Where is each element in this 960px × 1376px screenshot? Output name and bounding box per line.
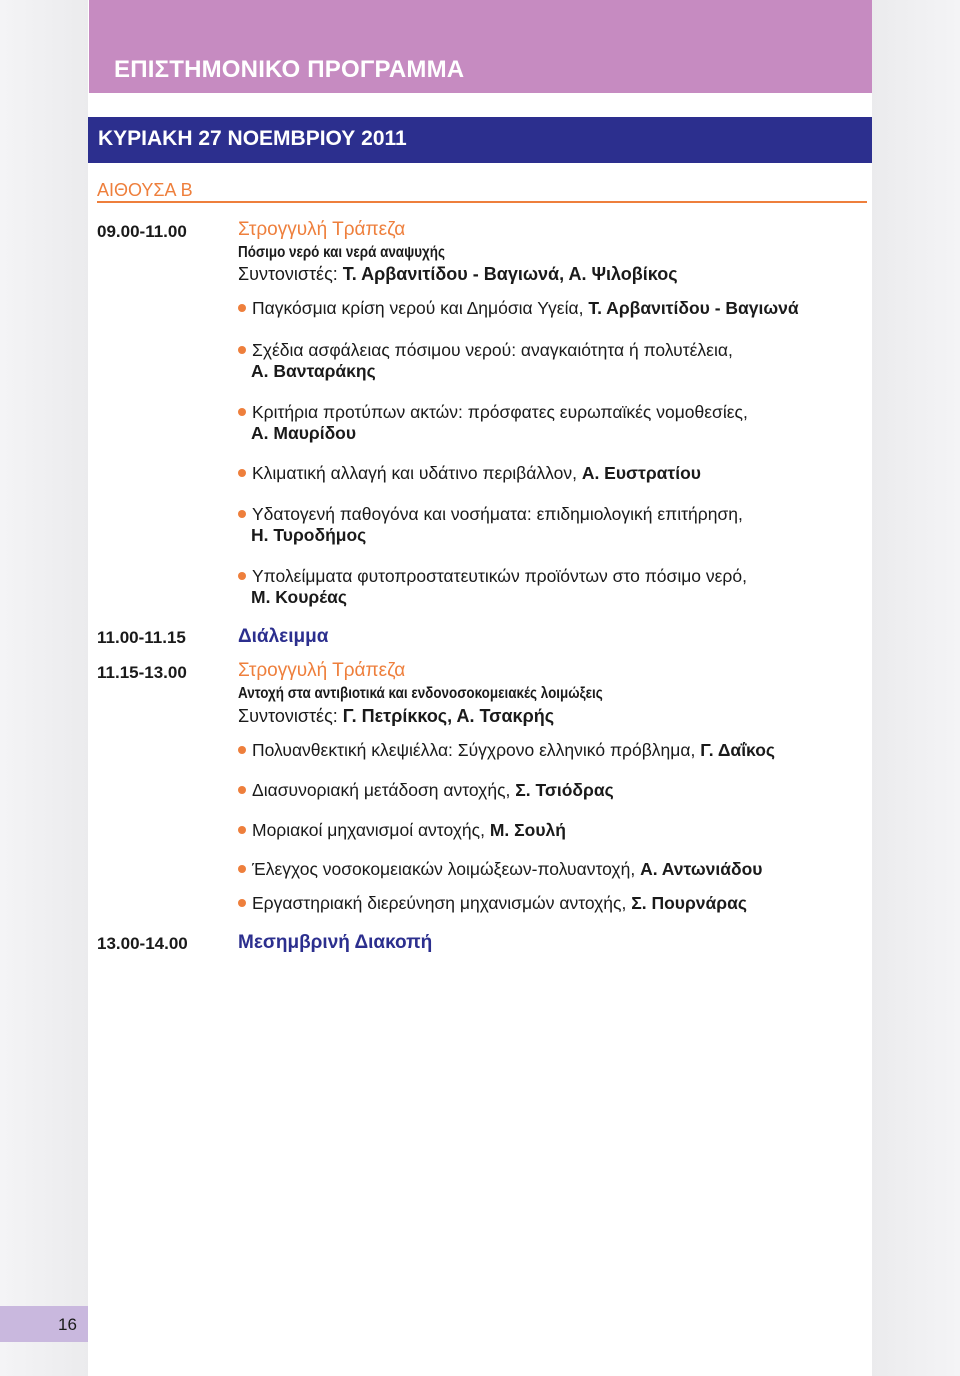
session-coordinators <box>238 264 678 285</box>
talk-title: Πολυανθεκτική κλεψιέλλα: Σύγχρονο ελληνικό πρόβλημα, <box>252 740 696 760</box>
left-margin-band <box>0 0 88 1376</box>
talk-speaker: Α. Αντωνιάδου <box>640 859 763 879</box>
session-subtitle: Αντοχή στα αντιβιοτικά και ενδονοσοκομειακές λοιμώξεις <box>238 685 603 702</box>
list-item <box>238 402 748 444</box>
talk-title: Μοριακοί μηχανισμοί αντοχής, <box>252 820 485 840</box>
bullet-icon <box>238 304 246 312</box>
bullet-icon <box>238 469 246 477</box>
bullet-icon <box>238 510 246 518</box>
bullet-icon <box>238 899 246 907</box>
session-time: 11.00-11.15 <box>97 628 186 647</box>
room-label: ΑΙΘΟΥΣΑ Β <box>97 180 193 200</box>
bullet-icon <box>238 408 246 416</box>
coordinators-names: Τ. Αρβανιτίδου - Βαγιωνά, Α. Ψιλοβίκος <box>342 264 678 284</box>
coordinators-label: Συντονιστές: <box>238 264 338 284</box>
list-item <box>238 780 614 801</box>
talk-title: Υδατογενή παθογόνα και νοσήματα: επιδημιολογική επιτήρηση, <box>252 504 743 524</box>
session-type: Διάλειμμα <box>238 626 329 647</box>
coordinators-label: Συντονιστές: <box>238 706 338 726</box>
session-subtitle: Πόσιμο νερό και νερά αναψυχής <box>238 244 445 261</box>
list-item <box>238 859 762 880</box>
session-type: Μεσημβρινή Διακοπή <box>238 932 433 953</box>
bullet-icon <box>238 865 246 873</box>
room-divider <box>97 201 867 203</box>
talk-speaker: Α. Βανταράκης <box>251 361 376 381</box>
list-item <box>238 893 747 914</box>
talk-title: Εργαστηριακή διερεύνηση μηχανισμών αντοχής, <box>252 893 627 913</box>
list-item <box>238 340 733 382</box>
talk-speaker: Α. Ευστρατίου <box>581 463 701 483</box>
bullet-icon <box>238 346 246 354</box>
session-time: 09.00-11.00 <box>97 222 187 241</box>
bullet-icon <box>238 746 246 754</box>
page-number-box <box>0 1306 88 1342</box>
talk-speaker: Σ. Πουρνάρας <box>631 893 747 913</box>
session-type: Στρογγυλή Τράπεζα <box>238 660 406 681</box>
right-margin-band <box>872 0 960 1376</box>
talk-title: Διασυνοριακή μετάδοση αντοχής, <box>252 780 511 800</box>
talk-speaker: Γ. Δαΐκος <box>700 740 776 760</box>
list-item <box>238 740 775 761</box>
talk-title: Κλιματική αλλαγή και υδάτινο περιβάλλον, <box>252 463 577 483</box>
session-type: Στρογγυλή Τράπεζα <box>238 219 406 240</box>
coordinators-names: Γ. Πετρίκκος, Α. Τσακρής <box>342 706 555 726</box>
talk-title: Σχέδια ασφάλειας πόσιμου νερού: αναγκαιότητα ή πολυτέλεια, <box>252 340 733 360</box>
talk-speaker: Μ. Κουρέας <box>251 587 347 607</box>
day-band <box>88 117 872 163</box>
list-item <box>238 820 566 841</box>
talk-speaker: Μ. Σουλή <box>489 820 566 840</box>
header-band <box>89 0 872 93</box>
list-item <box>238 566 747 608</box>
session-time: 13.00-14.00 <box>97 934 188 953</box>
list-item <box>238 463 701 484</box>
page-title: ΕΠΙΣΤΗΜΟΝΙΚΟ ΠΡΟΓΡΑΜΜΑ <box>114 56 465 83</box>
talk-speaker: Τ. Αρβανιτίδου - Βαγιωνά <box>588 298 799 318</box>
bullet-icon <box>238 786 246 794</box>
session-time: 11.15-13.00 <box>97 663 187 682</box>
talk-speaker: Α. Μαυρίδου <box>251 423 357 443</box>
day-title: ΚΥΡΙΑΚΗ 27 ΝΟΕΜΒΡΙΟΥ 2011 <box>98 127 407 150</box>
bullet-icon <box>238 826 246 834</box>
talk-title: Υπολείμματα φυτοπροστατευτικών προϊόντων στο πόσιμο νερό, <box>252 566 747 586</box>
page-number: 16 <box>58 1315 77 1334</box>
bullet-icon <box>238 572 246 580</box>
session-coordinators <box>238 706 554 727</box>
talk-speaker: Σ. Τσιόδρας <box>515 780 614 800</box>
talk-title: Έλεγχος νοσοκομειακών λοιμώξεων-πολυαντοχή, <box>252 859 636 879</box>
list-item <box>238 504 743 546</box>
talk-title: Παγκόσμια κρίση νερού και Δημόσια Υγεία, <box>252 298 584 318</box>
talk-speaker: Η. Τυροδήμος <box>251 525 367 545</box>
list-item <box>238 298 799 319</box>
talk-title: Κριτήρια προτύπων ακτών: πρόσφατες ευρωπαϊκές νομοθεσίες, <box>252 402 748 422</box>
